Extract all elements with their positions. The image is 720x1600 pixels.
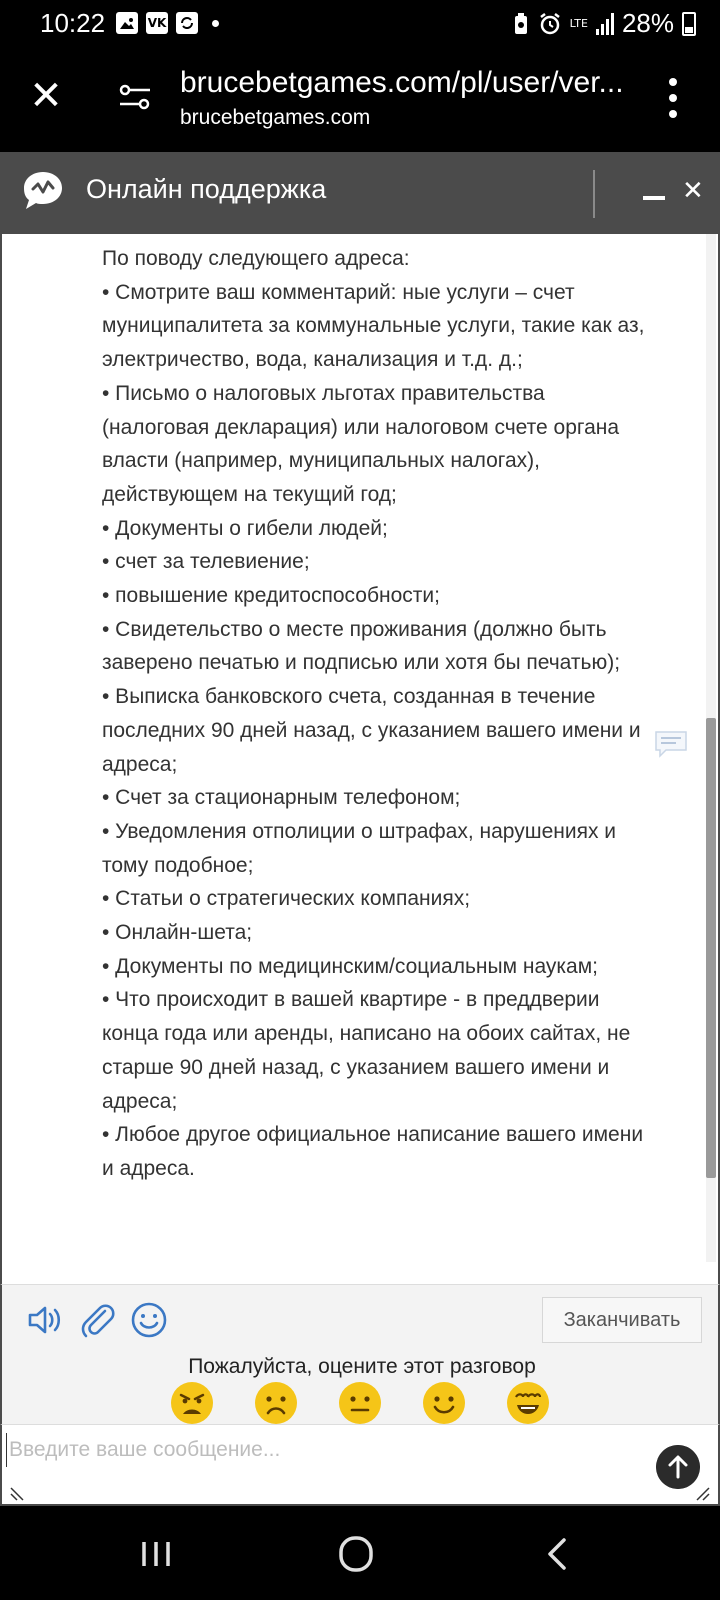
smiling-face-icon[interactable] bbox=[422, 1381, 466, 1425]
message-line: • Счет за стационарным телефоном; bbox=[102, 786, 461, 810]
message-line: • повышение кредитоспособности; bbox=[102, 584, 440, 608]
frowning-face-icon[interactable] bbox=[254, 1381, 298, 1425]
message-line: • Любое другое официальное написание вашего имени и адреса. bbox=[102, 1123, 644, 1180]
message-line: • Документы по медицинским/социальным наукам; bbox=[102, 954, 598, 978]
signal-icon bbox=[596, 13, 614, 35]
rate-prompt: Пожалуйста, оцените этот разговор bbox=[188, 1355, 536, 1378]
page-url[interactable]: brucebetgames.com/pl/user/ver... bbox=[180, 66, 624, 99]
attachment-icon[interactable] bbox=[78, 1301, 116, 1339]
neutral-face-icon[interactable] bbox=[338, 1381, 382, 1425]
header-divider bbox=[593, 170, 595, 218]
image-icon bbox=[116, 12, 138, 34]
sync-icon bbox=[176, 12, 198, 34]
page-domain: brucebetgames.com bbox=[180, 106, 371, 129]
system-status bbox=[512, 8, 696, 39]
message-line: • Уведомления отполиции о штрафах, нарушениях и тому подобное; bbox=[102, 819, 617, 877]
battery-saver-icon bbox=[512, 13, 530, 35]
heart-eyes-face-icon[interactable] bbox=[506, 1381, 550, 1425]
battery-icon bbox=[682, 12, 696, 36]
more-options-icon[interactable] bbox=[668, 78, 678, 118]
custom-tab-toolbar bbox=[0, 48, 720, 152]
message-line: • Смотрите ваш комментарий: ные услуги – счет муниципалитета за коммунальные услуги, такие как аз, электричество, вода, канализация и т.д. д.; bbox=[102, 280, 645, 372]
message-line: • счет за телевиение; bbox=[102, 550, 310, 574]
sound-icon[interactable] bbox=[26, 1301, 64, 1339]
alarm-icon bbox=[538, 12, 562, 36]
rating-faces bbox=[170, 1381, 550, 1425]
emoji-icon[interactable] bbox=[130, 1301, 168, 1339]
more-notifications-dot bbox=[212, 20, 219, 27]
message-line: • Документы о гибели людей; bbox=[102, 516, 388, 540]
end-chat-button[interactable]: Заканчивать bbox=[542, 1297, 702, 1343]
back-icon[interactable] bbox=[534, 1532, 582, 1576]
system-navigation-bar bbox=[0, 1510, 720, 1600]
resize-handle-right-icon[interactable] bbox=[696, 1487, 710, 1501]
chat-bubble-logo-icon bbox=[20, 168, 66, 214]
message-line: • Свидетельство о месте проживания (должно быть заверено печатью и подписью или хотя бы печатью); bbox=[102, 617, 621, 675]
message-line: • Статьи о стратегических компаниях; bbox=[102, 887, 471, 911]
scrollbar-thumb[interactable] bbox=[706, 718, 716, 1178]
message-line: • Что происходит в вашей квартире - в преддверии конца года или аренды, написано на обоих сайтах, не старше 90 дней назад, с указанием вашего имени и адреса; bbox=[102, 988, 631, 1113]
home-icon[interactable] bbox=[332, 1532, 380, 1576]
minimize-button[interactable] bbox=[643, 196, 665, 200]
chat-messages[interactable] bbox=[0, 234, 720, 1284]
close-tab-icon[interactable]: ✕ bbox=[29, 73, 63, 119]
status-bar bbox=[0, 0, 720, 48]
site-settings-icon[interactable] bbox=[118, 80, 152, 114]
chat-header bbox=[0, 152, 720, 234]
vk-icon: VK bbox=[146, 12, 168, 34]
send-button[interactable] bbox=[656, 1445, 700, 1489]
message-composer bbox=[0, 1424, 720, 1506]
close-chat-button[interactable]: ✕ bbox=[682, 176, 704, 206]
message-line: • Онлайн-шета; bbox=[102, 921, 253, 945]
agent-message bbox=[102, 242, 650, 1186]
status-time: 10:22 bbox=[40, 8, 106, 38]
chat-controls bbox=[0, 1284, 720, 1424]
chat-title: Онлайн поддержка bbox=[86, 174, 327, 204]
message-line: По поводу следующего адреса: bbox=[102, 247, 410, 270]
message-line: • Выписка банковского счета, созданная в течение последних 90 дней назад, с указанием вашего имени и адреса; bbox=[102, 685, 641, 776]
recent-apps-icon[interactable] bbox=[132, 1532, 180, 1576]
resize-handle-left-icon[interactable] bbox=[10, 1487, 24, 1501]
transcript-icon[interactable] bbox=[654, 730, 688, 758]
lte-icon: LTE bbox=[569, 17, 588, 30]
message-input[interactable] bbox=[6, 1433, 626, 1467]
notification-icons bbox=[116, 12, 219, 34]
battery-percent: 28% bbox=[621, 8, 674, 38]
message-line: • Письмо о налоговых льготах правительства (налоговая декларация) или налоговом счете органа власти (например, муниципальных налогах), действующем на текущий год; bbox=[102, 381, 620, 506]
angry-face-icon[interactable] bbox=[170, 1381, 214, 1425]
